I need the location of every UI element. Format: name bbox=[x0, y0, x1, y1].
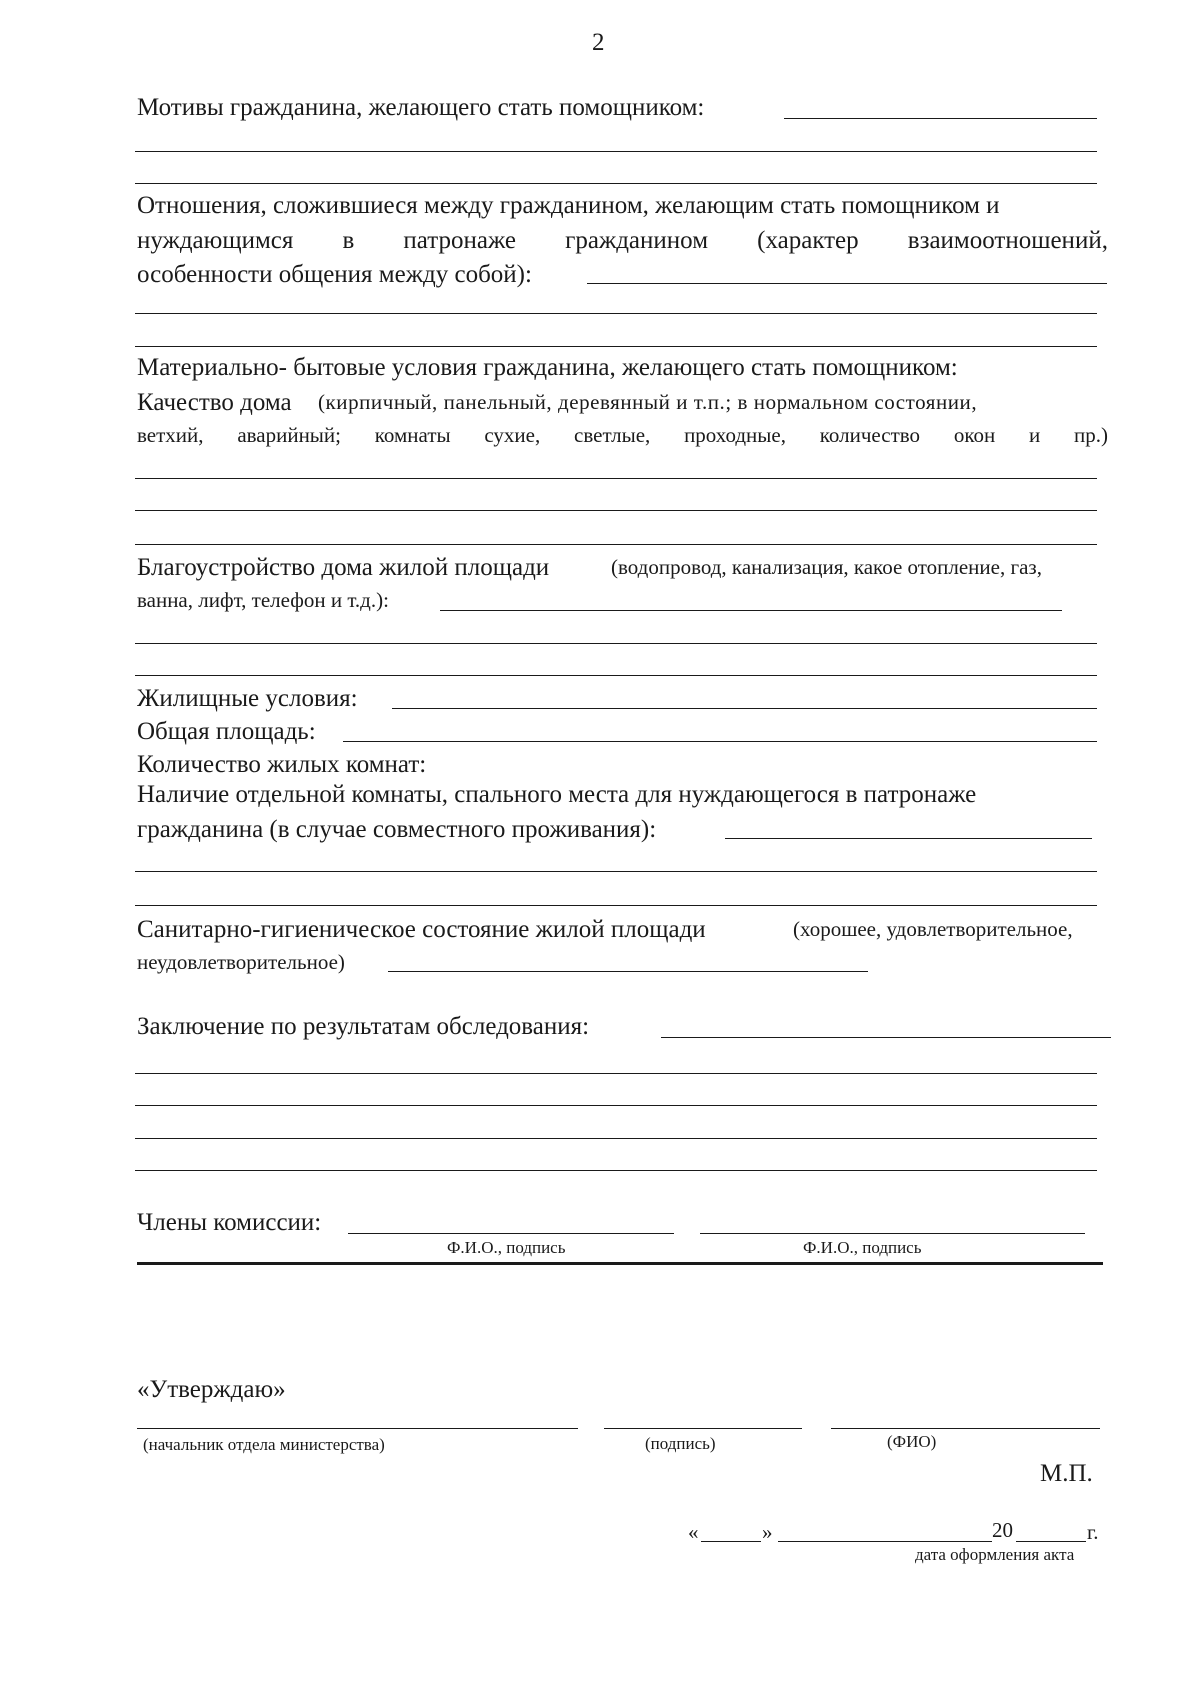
amenities-blank-1[interactable] bbox=[135, 643, 1097, 644]
quality-note-word: ветхий, bbox=[137, 423, 204, 447]
amenities-label: Благоустройство дома жилой площади bbox=[137, 554, 550, 581]
quality-note-line-1: (кирпичный, панельный, деревянный и т.п.; в нормальном состоянии, bbox=[318, 390, 978, 414]
motives-line-3[interactable] bbox=[135, 183, 1097, 184]
date-open-quote: « bbox=[688, 1520, 699, 1544]
rooms-count-label: Количество жилых комнат: bbox=[137, 751, 427, 778]
quality-label: Качество дома bbox=[137, 389, 292, 416]
separate-room-blank-2[interactable] bbox=[135, 905, 1097, 906]
amenities-note-line-2: ванна, лифт, телефон и т.д.): bbox=[137, 588, 389, 612]
quality-note-word: количество bbox=[819, 423, 921, 447]
amenities-note-line-1: (водопровод, канализация, какое отопление, газ, bbox=[611, 555, 1042, 579]
quality-blank-3[interactable] bbox=[135, 544, 1097, 545]
conclusion-blank-1[interactable] bbox=[135, 1073, 1097, 1074]
quality-note-word: аварийный; bbox=[237, 423, 341, 447]
commission-label: Члены комиссии: bbox=[137, 1209, 322, 1236]
date-year-line[interactable] bbox=[1016, 1541, 1086, 1542]
approval-caption-name: (ФИО) bbox=[887, 1432, 937, 1451]
approval-title: «Утверждаю» bbox=[137, 1376, 286, 1403]
separate-room-line-1: Наличие отдельной комнаты, спального места для нуждающегося в патронаже bbox=[137, 781, 977, 808]
conclusion-blank-4[interactable] bbox=[135, 1170, 1097, 1171]
commission-signature-line-1[interactable] bbox=[348, 1233, 674, 1234]
housing-conditions-line[interactable] bbox=[392, 708, 1097, 709]
quality-note-word: окон bbox=[953, 423, 996, 447]
quality-note-word: проходные, bbox=[684, 423, 786, 447]
date-day-line[interactable] bbox=[701, 1541, 761, 1542]
commission-bottom-rule bbox=[137, 1262, 1103, 1265]
total-area-label: Общая площадь: bbox=[137, 718, 316, 745]
approval-position-line[interactable] bbox=[137, 1428, 578, 1429]
date-close-quote: » bbox=[762, 1520, 773, 1544]
approval-caption-position: (начальник отдела министерства) bbox=[143, 1435, 385, 1454]
sanitary-note-line-1: (хорошее, удовлетворительное, bbox=[793, 917, 1073, 941]
relations-word: гражданином bbox=[565, 227, 709, 254]
amenities-line-fill[interactable] bbox=[440, 610, 1062, 611]
quality-note-word: и bbox=[1028, 423, 1041, 447]
relations-blank-1[interactable] bbox=[135, 313, 1097, 314]
commission-caption-2: Ф.И.О., подпись bbox=[803, 1238, 922, 1257]
conclusion-blank-3[interactable] bbox=[135, 1138, 1097, 1139]
page-number: 2 bbox=[592, 29, 605, 56]
relations-word: в bbox=[342, 227, 355, 254]
separate-room-blank-1[interactable] bbox=[135, 871, 1097, 872]
quality-note-word: комнаты bbox=[374, 423, 451, 447]
relations-word: взаимоотношений, bbox=[907, 227, 1108, 254]
relations-blank-2[interactable] bbox=[135, 346, 1097, 347]
sanitary-line-fill[interactable] bbox=[388, 971, 868, 972]
total-area-line[interactable] bbox=[343, 741, 1097, 742]
approval-caption-signature: (подпись) bbox=[645, 1434, 716, 1453]
conclusion-line-fill[interactable] bbox=[661, 1037, 1111, 1038]
commission-signature-line-2[interactable] bbox=[700, 1233, 1085, 1234]
quality-blank-2[interactable] bbox=[135, 510, 1097, 511]
quality-note-word: светлые, bbox=[574, 423, 651, 447]
quality-note-line-2 bbox=[137, 425, 1108, 446]
relations-word: нуждающимся bbox=[137, 227, 294, 254]
quality-note-word: сухие, bbox=[484, 423, 541, 447]
date-caption: дата оформления акта bbox=[915, 1545, 1075, 1564]
amenities-blank-2[interactable] bbox=[135, 675, 1097, 676]
approval-signature-line[interactable] bbox=[604, 1428, 802, 1429]
sanitary-note-line-2: неудовлетворительное) bbox=[137, 950, 345, 974]
housing-conditions-label: Жилищные условия: bbox=[137, 685, 358, 712]
relations-line-1: Отношения, сложившиеся между гражданином, желающим стать помощником и bbox=[137, 192, 1000, 219]
relations-word: (характер bbox=[757, 227, 859, 254]
conclusion-blank-2[interactable] bbox=[135, 1105, 1097, 1106]
conclusion-label: Заключение по результатам обследования: bbox=[137, 1013, 590, 1040]
relations-line-2 bbox=[137, 228, 1108, 253]
date-month-line[interactable] bbox=[778, 1541, 992, 1542]
stamp-placeholder: М.П. bbox=[1040, 1460, 1093, 1487]
commission-caption-1: Ф.И.О., подпись bbox=[447, 1238, 566, 1257]
motives-label: Мотивы гражданина, желающего стать помощником: bbox=[137, 94, 705, 121]
quality-blank-1[interactable] bbox=[135, 478, 1097, 479]
sanitary-label: Санитарно-гигиеническое состояние жилой площади bbox=[137, 916, 706, 943]
motives-line-2[interactable] bbox=[135, 151, 1097, 152]
relations-word: патронаже bbox=[403, 227, 516, 254]
material-heading: Материально- бытовые условия гражданина, желающего стать помощником: bbox=[137, 354, 958, 381]
date-year-prefix: 20 bbox=[992, 1518, 1013, 1542]
quality-note-word: пр.) bbox=[1074, 423, 1108, 447]
relations-line-3: особенности общения между собой): bbox=[137, 261, 532, 288]
approval-name-line[interactable] bbox=[831, 1428, 1100, 1429]
relations-line-fill[interactable] bbox=[587, 283, 1107, 284]
date-year-suffix: г. bbox=[1087, 1520, 1099, 1544]
separate-room-line-fill[interactable] bbox=[725, 838, 1092, 839]
separate-room-line-2: гражданина (в случае совместного проживания): bbox=[137, 816, 657, 843]
motives-line-1[interactable] bbox=[784, 118, 1097, 119]
